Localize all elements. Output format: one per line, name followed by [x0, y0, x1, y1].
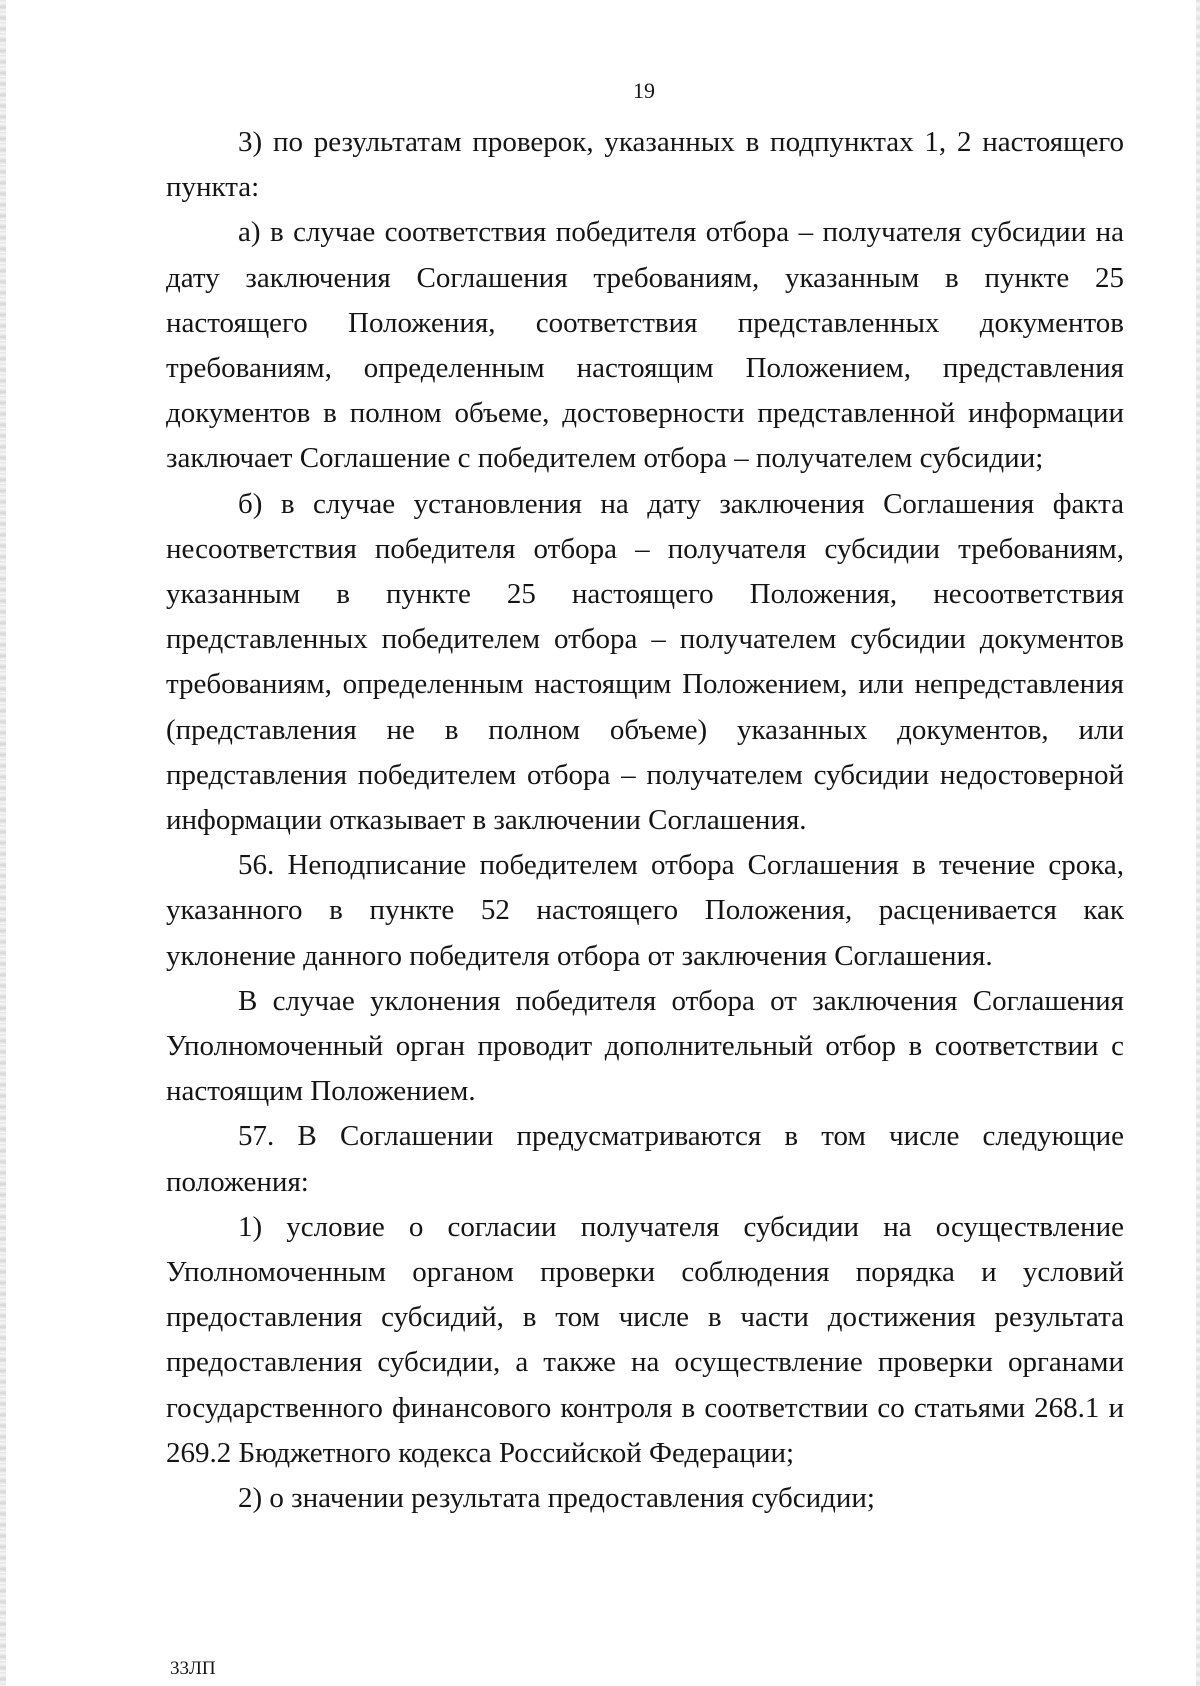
paragraph-subitem-3: 3) по результатам проверок, указанных в подпунктах 1, 2 настоящего пункта:	[166, 126, 1124, 204]
page-number: 19	[633, 78, 655, 103]
document-body	[166, 120, 1124, 1521]
paragraph-item-57: 57. В Соглашении предусматриваются в том числе следующие положения:	[166, 1120, 1124, 1198]
paragraph-item-56-evasion: В случае уклонения победителя отбора от заключения Соглашения Уполномоченный орган проводит дополнительный отбор в соответствии с настоящим Положением.	[166, 984, 1124, 1108]
paragraph-subitem-b: б) в случае установления на дату заключения Соглашения факта несоответствия победителя отбора – получателя субсидии требованиям, указанным в пункте 25 настоящего Положения, несоответствия представленных победителем отбора – получателем субсидии документов требованиям, определенным настоящим Положением, или непредставления (представления не в полном объеме) указанных документов, или представления победителем отбора – получателем субсидии недостоверной информации отказывает в заключении Соглашения.	[166, 487, 1124, 837]
scan-edge-right	[1196, 0, 1200, 1686]
paragraph-subitem-a: а) в случае соответствия победителя отбора – получателя субсидии на дату заключения Соглашения требованиям, указанным в пункте 25 настоящего Положения, соответствия представленных документов требованиям, определенным настоящим Положением, представления документов в полном объеме, достоверности представленной информации заключает Соглашение с победителем отбора – получателем субсидии;	[166, 216, 1124, 475]
paragraph-item-56: 56. Неподписание победителем отбора Соглашения в течение срока, указанного в пункте 52 настоящего Положения, расценивается как уклонение данного победителя отбора от заключения Соглашения.	[166, 849, 1124, 972]
paragraph-item-57-subitem-2: 2) о значении результата предоставления субсидии;	[238, 1482, 875, 1515]
paragraph-item-57-subitem-1: 1) условие о согласии получателя субсидии на осуществление Уполномоченным органом проверки соблюдения порядка и условий предоставления субсидий, в том числе в части достижения результата предоставления субсидии, а также на осуществление проверки органами государственного финансового контроля в соответствии со статьями 268.1 и 269.2 Бюджетного кодекса Российской Федерации;	[166, 1210, 1124, 1469]
footer-document-code: 33ЛП	[170, 1658, 216, 1679]
scan-edge-left	[0, 0, 6, 1686]
